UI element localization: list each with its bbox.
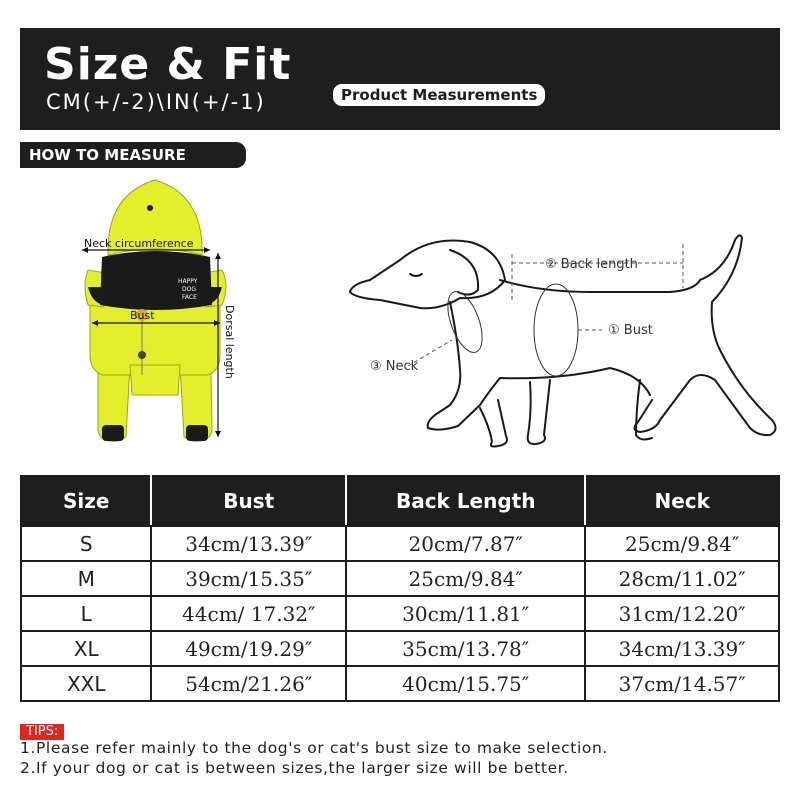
tips-label: TIPS: [20,724,64,740]
tip-line-1: 1.Please refer mainly to the dog's or cat's bust size to make selection. [20,739,608,757]
size-chart-table [20,475,780,702]
cell-neck: 28cm/11.02″ [585,561,779,596]
cell-back-length: 25cm/9.84″ [346,561,585,596]
cell-size: XL [21,631,151,666]
cell-neck: 25cm/9.84″ [585,526,779,561]
header-bust: Bust [151,476,346,526]
dorsal-length-label: Dorsal length [223,305,236,379]
cell-bust: 44cm/ 17.32″ [151,596,346,631]
page-title: Size & Fit [44,39,292,90]
table-row [21,666,779,701]
cell-bust: 34cm/13.39″ [151,526,346,561]
cell-back-length: 40cm/15.75″ [346,666,585,701]
cell-neck: 37cm/14.57″ [585,666,779,701]
cell-size: L [21,596,151,631]
table-row [21,596,779,631]
table-row [21,526,779,561]
cell-size: XXL [21,666,151,701]
cell-size: S [21,526,151,561]
cell-bust: 54cm/21.26″ [151,666,346,701]
cell-size: M [21,561,151,596]
table-row [21,631,779,666]
cell-neck: 34cm/13.39″ [585,631,779,666]
cell-back-length: 35cm/13.78″ [346,631,585,666]
product-measurements-badge: Product Measurements [333,84,545,106]
garment-bust-label: Bust [130,309,155,322]
header-neck: Neck [585,476,779,526]
header-size: Size [21,476,151,526]
size-chart-header-row [21,476,779,526]
logo-line-1: HAPPY [178,278,198,285]
units-note: CM(+/-2)\IN(+/-1) [46,90,266,114]
dog-measurement-diagram [340,230,790,455]
table-row [21,561,779,596]
dog-back-length-label: ② Back length [545,257,638,272]
dog-bust-label: ① Bust [608,323,653,338]
tips-section [20,720,608,777]
cell-back-length: 20cm/7.87″ [346,526,585,561]
header-back-length: Back Length [346,476,585,526]
cell-back-length: 30cm/11.81″ [346,596,585,631]
neck-circumference-label: Neck circumference [84,237,194,250]
logo-line-3: FACE [182,294,197,301]
cell-bust: 49cm/19.29″ [151,631,346,666]
raincoat-illustration [60,175,260,455]
how-to-measure-label: HOW TO MEASURE [20,142,246,168]
header-banner [20,28,780,130]
cell-bust: 39cm/15.35″ [151,561,346,596]
dog-neck-label: ③ Neck [370,359,419,374]
tip-line-2: 2.If your dog or cat is between sizes,the larger size will be better. [20,759,569,777]
cell-neck: 31cm/12.20″ [585,596,779,631]
logo-line-2: DOG [182,286,196,293]
